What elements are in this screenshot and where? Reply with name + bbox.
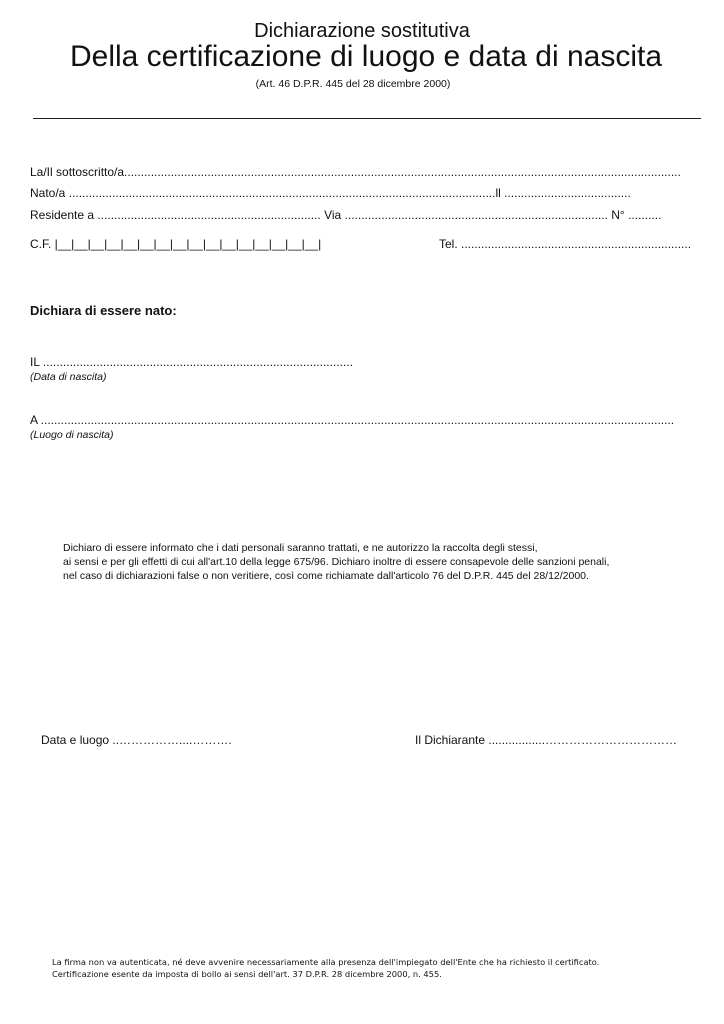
privacy-notice-line: ai sensi e per gli effetti di cui all'art.10 della legge 675/96. Dichiaro inoltre di essere consapevole delle sanzioni penali, — [63, 556, 610, 568]
birth-date-field[interactable]: IL ............................................................................................. — [30, 355, 353, 369]
footer-note-line: La firma non va autenticata, né deve avvenire necessariamente alla presenza dell'impiegato dell'Ente che ha richiesto il certificato. — [52, 957, 600, 967]
signer-name-field[interactable]: La/Il sottoscritto/a....................................................................................................................................................................... — [30, 165, 681, 179]
phone-field[interactable]: Tel. ..................................................................... — [439, 237, 692, 251]
document-title: Della certificazione di luogo e data di nascita — [69, 40, 663, 73]
residence-field[interactable]: Residente a ................................................................... Via ............................................................................... N° .......... — [30, 208, 662, 222]
header-divider — [33, 118, 701, 119]
declarant-signature-field[interactable]: Il Dichiarante .................…………………………… — [415, 733, 678, 747]
birth-field[interactable]: Nato/a ................................................................................................................................ll ...................................... — [30, 186, 631, 200]
declaration-heading: Dichiara di essere nato: — [30, 303, 177, 318]
privacy-notice-line: Dichiaro di essere informato che i dati personali saranno trattati, e ne autorizzo la raccolta degli stessi, — [63, 542, 538, 554]
birth-date-caption: (Data di nascita) — [30, 371, 107, 383]
tax-code-field[interactable]: C.F. |__|__|__|__|__|__|__|__|__|__|__|__|__|__|__|__| — [30, 237, 322, 251]
privacy-notice-line: nel caso di dichiarazioni false o non veritiere, così come richiamate dall'articolo 76 del D.P.R. 445 del 28/12/2000. — [63, 570, 589, 582]
birth-place-field[interactable]: A .............................................................................................................................................................................................. — [30, 413, 675, 427]
date-place-field[interactable]: Data e luogo ..……………....………. — [41, 733, 232, 747]
birth-place-caption: (Luogo di nascita) — [30, 429, 114, 441]
document-supertitle: Dichiarazione sostitutiva — [254, 20, 470, 42]
privacy-notice — [63, 541, 663, 583]
footer-notes — [52, 956, 599, 980]
footer-note-line: Certificazione esente da imposta di bollo ai sensi dell'art. 37 D.P.R. 28 dicembre 2000, n. 455. — [52, 969, 442, 979]
document-legal-reference: (Art. 46 D.P.R. 445 del 28 dicembre 2000) — [255, 78, 451, 90]
